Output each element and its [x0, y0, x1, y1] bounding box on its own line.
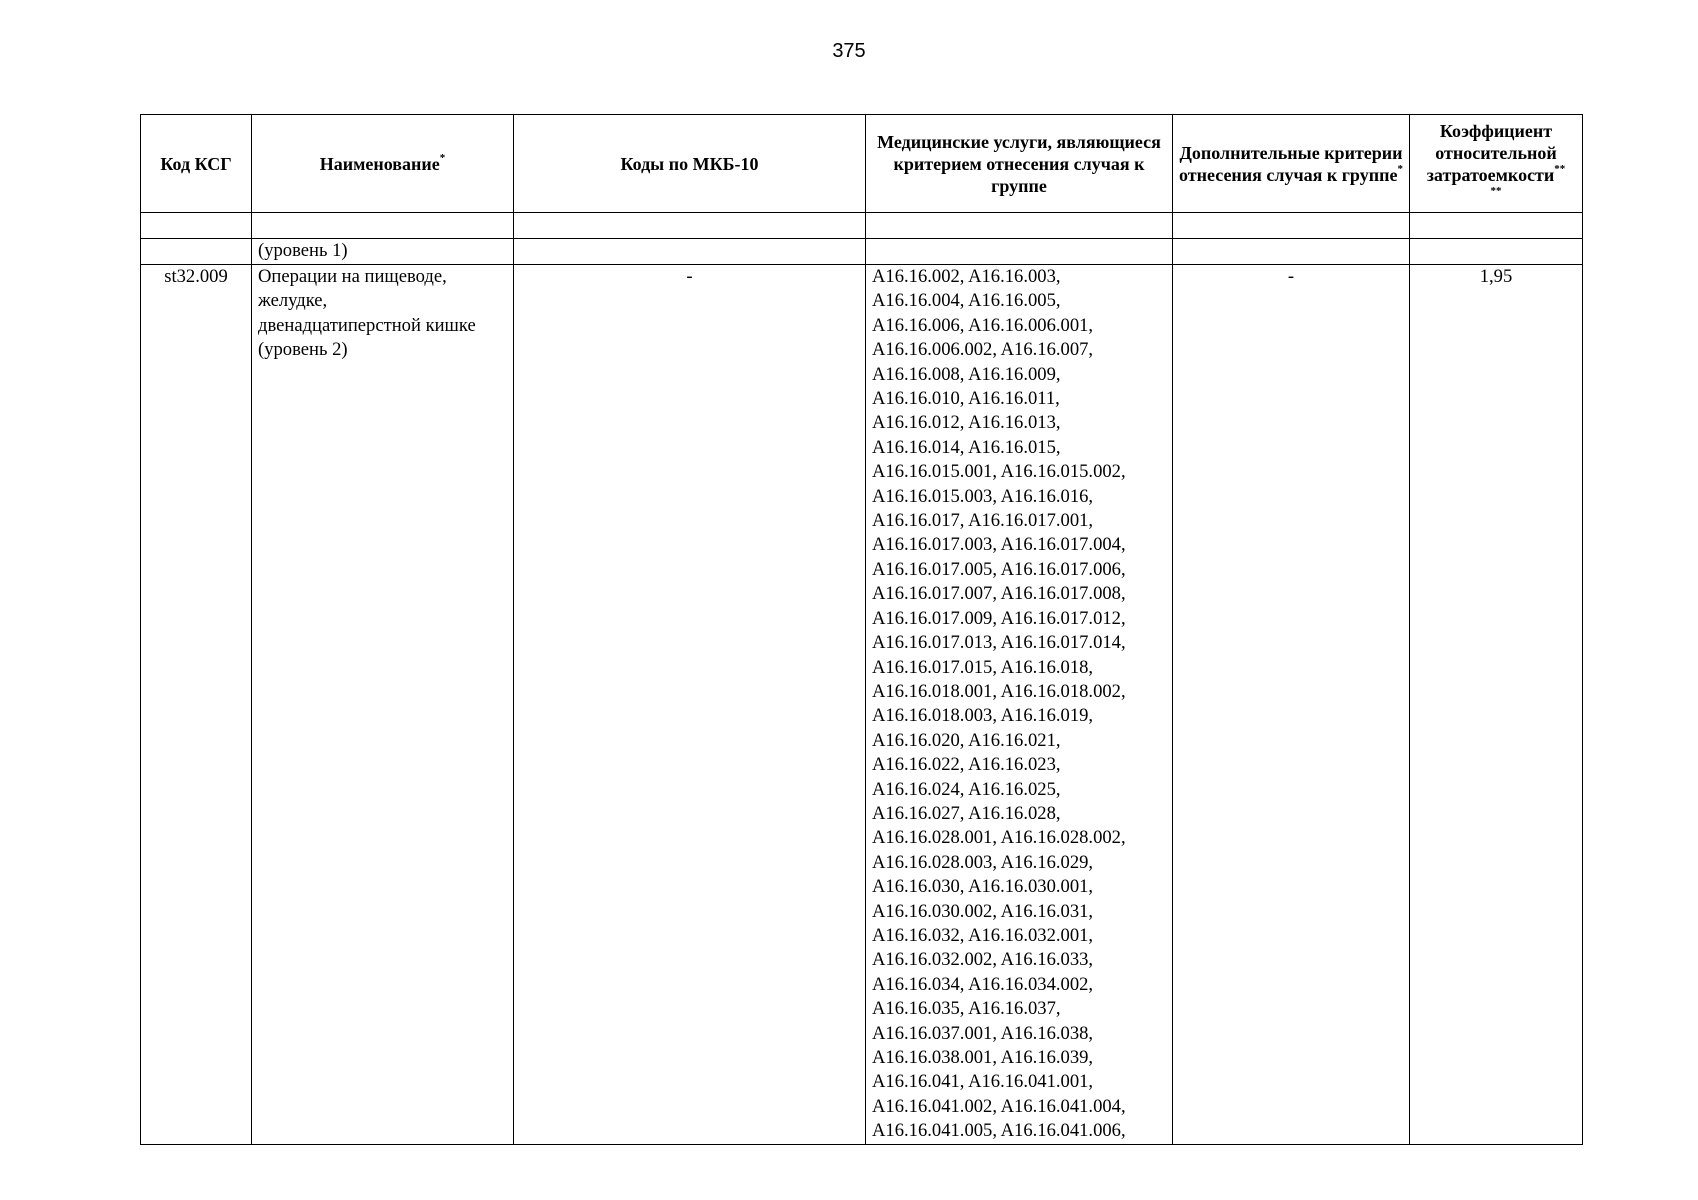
service-code-line: A16.16.028.003, A16.16.029, [872, 851, 1094, 873]
service-code-line: A16.16.034, A16.16.034.002, [872, 973, 1094, 995]
service-code-line: A16.16.006.002, A16.16.007, [872, 339, 1094, 361]
medical-services [866, 265, 1173, 1145]
continuation-name: (уровень 1) [252, 239, 514, 265]
service-code-line: A16.16.015.003, A16.16.016, [872, 485, 1094, 507]
mkb-codes: - [514, 265, 866, 1145]
coefficient: 1,95 [1410, 265, 1583, 1145]
service-code-line: A16.16.017.005, A16.16.017.006, [872, 558, 1126, 580]
service-code-line: A16.16.041.005, A16.16.041.006, [872, 1120, 1126, 1142]
ksg-name-line: желудке, [258, 290, 328, 312]
service-code-line: A16.16.032.002, A16.16.033, [872, 949, 1094, 971]
service-code-line: A16.16.017.003, A16.16.017.004, [872, 534, 1126, 556]
ksg-table [140, 114, 1583, 1145]
header-extra-criteria: Дополнительные критерии отнесения случая к группе* [1173, 115, 1410, 213]
spacer-row [141, 213, 1583, 239]
continuation-row [141, 239, 1583, 265]
ksg-name-line: (уровень 2) [258, 339, 348, 361]
service-code-line: A16.16.008, A16.16.009, [872, 363, 1061, 385]
header-services: Медицинские услуги, являющиеся критерием отнесения случая к группе [866, 115, 1173, 213]
ksg-name-line: двенадцатиперстной кишке [258, 314, 476, 336]
service-code-line: A16.16.028.001, A16.16.028.002, [872, 827, 1126, 849]
service-code-line: A16.16.006, A16.16.006.001, [872, 314, 1094, 336]
service-code-line: A16.16.014, A16.16.015, [872, 436, 1061, 458]
header-coefficient: Коэффициент относительной затратоемкости** ** [1410, 115, 1583, 213]
service-code-line: A16.16.018.001, A16.16.018.002, [872, 680, 1126, 702]
service-code-line: A16.16.030, A16.16.030.001, [872, 876, 1094, 898]
page-number: 375 [832, 40, 866, 62]
service-code-line: A16.16.015.001, A16.16.015.002, [872, 461, 1126, 483]
ksg-name-line: Операции на пищеводе, [258, 266, 447, 287]
service-code-line: A16.16.004, A16.16.005, [872, 290, 1061, 312]
service-code-line: A16.16.041.002, A16.16.041.004, [872, 1095, 1126, 1117]
ksg-code: st32.009 [141, 265, 252, 1145]
header-name: Наименование* [252, 115, 514, 213]
service-code-line: A16.16.030.002, A16.16.031, [872, 900, 1094, 922]
service-code-line: A16.16.035, A16.16.037, [872, 998, 1061, 1020]
service-code-line: A16.16.024, A16.16.025, [872, 778, 1061, 800]
table-row [141, 265, 1583, 1145]
service-code-line: A16.16.017.007, A16.16.017.008, [872, 583, 1126, 605]
ksg-name [252, 265, 514, 1145]
service-code-line: A16.16.018.003, A16.16.019, [872, 705, 1094, 727]
service-code-line: A16.16.010, A16.16.011, [872, 388, 1060, 410]
extra-criteria: - [1173, 265, 1410, 1145]
service-code-line: A16.16.027, A16.16.028, [872, 802, 1061, 824]
service-code-line: A16.16.020, A16.16.021, [872, 729, 1061, 751]
service-code-line: A16.16.038.001, A16.16.039, [872, 1047, 1094, 1068]
service-code-line: A16.16.017.015, A16.16.018, [872, 656, 1094, 678]
service-code-line: A16.16.017.013, A16.16.017.014, [872, 632, 1126, 654]
service-code-line: A16.16.012, A16.16.013, [872, 412, 1061, 434]
service-code-line: A16.16.017, A16.16.017.001, [872, 510, 1094, 532]
header-code: Код КСГ [141, 115, 252, 213]
service-code-line: A16.16.017.009, A16.16.017.012, [872, 607, 1126, 629]
service-code-line: A16.16.037.001, A16.16.038, [872, 1022, 1094, 1044]
service-code-line: A16.16.002, A16.16.003, [872, 266, 1061, 287]
service-code-line: A16.16.041, A16.16.041.001, [872, 1071, 1094, 1093]
header-mkb: Коды по МКБ-10 [514, 115, 866, 213]
service-code-line: A16.16.032, A16.16.032.001, [872, 924, 1094, 946]
service-code-line: A16.16.022, A16.16.023, [872, 754, 1061, 776]
header-row [141, 115, 1583, 213]
